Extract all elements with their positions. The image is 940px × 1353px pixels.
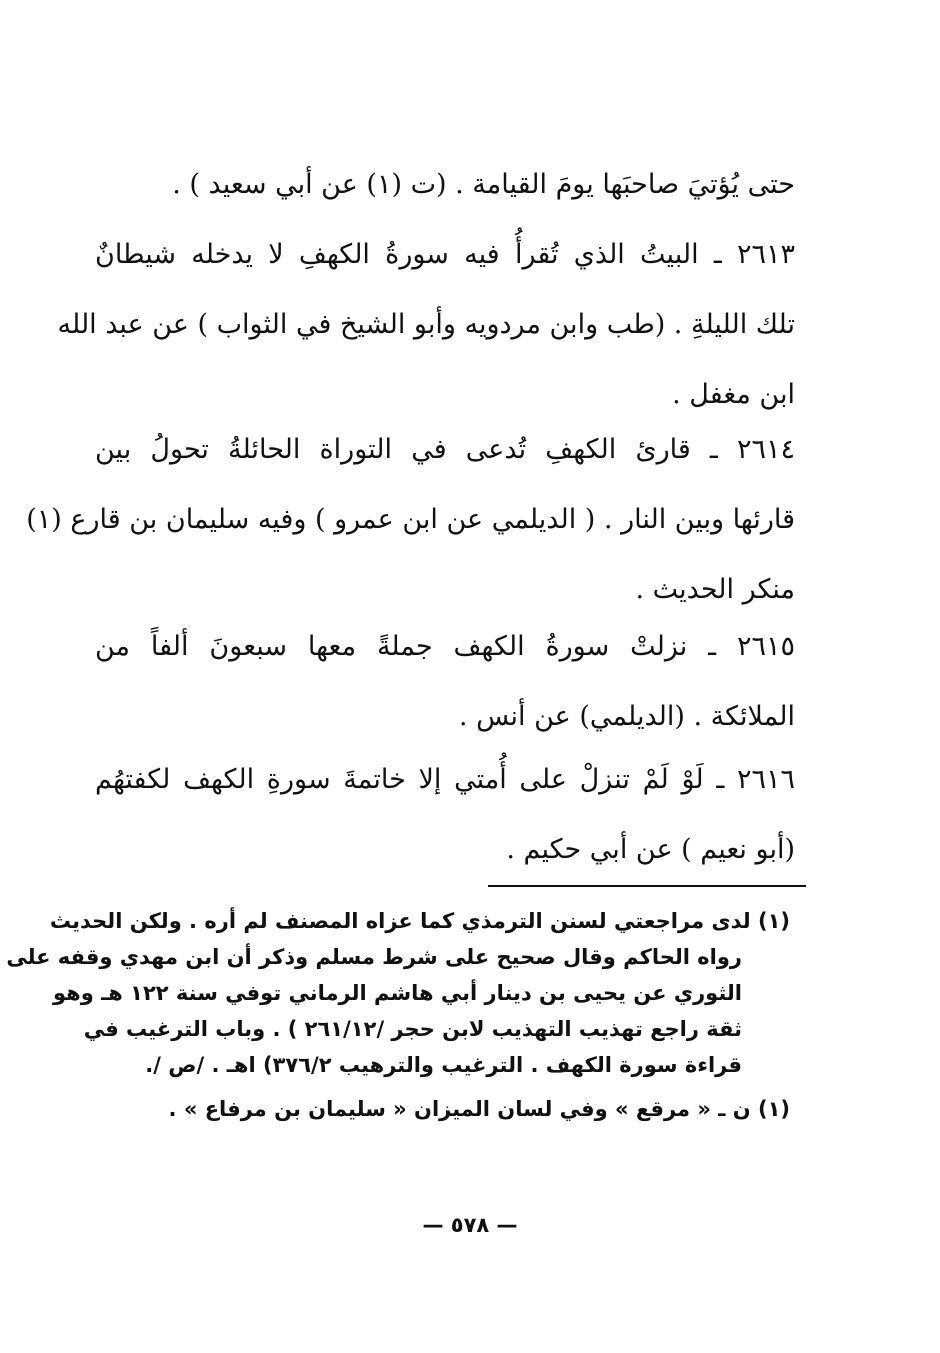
footnotes (6, 903, 790, 1127)
opening-line: حتى يُؤتيَ صاحبَها يومَ القيامة . (ت (١) عن أبي سعيد ) . (172, 169, 795, 200)
footnote-line: (١) لدى مراجعتي لسنن الترمذي كما عزاه المصنف لم أره . ولكن الحديث (49, 909, 790, 933)
footnote-line: قراءة سورة الكهف . الترغيب والترهيب ٣٧٦/٢) اهـ . /ص /. (145, 1053, 742, 1077)
footnote-line: (١) ن ـ « مرقع » وفي لسان الميزان « سليمان بن مرفاع » . (168, 1097, 790, 1121)
hadith-line: تلك الليلةِ . (طب وابن مردويه وأبو الشيخ في الثواب ) عن عبد الله (57, 309, 795, 340)
hadith-entry-2614 (26, 415, 796, 625)
footnote-separator (488, 885, 806, 887)
hadith-entry-2613 (57, 220, 795, 430)
hadith-line: ابن مغفل . (672, 379, 795, 410)
footnote-line: الثوري عن يحيى بن دينار أبي هاشم الرماني توفي سنة ١٢٢ هـ وهو (52, 981, 742, 1005)
footnote-line: ثقة راجع تهذيب التهذيب لابن حجر /٢٦١/١٢ ) . وباب الترغيب في (83, 1017, 742, 1041)
hadith-entry-2616 (95, 745, 795, 885)
footnote-line: رواه الحاكم وقال صحيح على شرط مسلم وذكر أن ابن مهدي وقفه على (6, 945, 742, 969)
hadith-line: ٢٦١٦ ـ لَوْ لَمْ تنزلْ على أُمتي إلا خاتمةَ سورةِ الكهف لكفتهُم (95, 764, 795, 795)
hadith-line: منكر الحديث . (635, 574, 795, 605)
hadith-line: ٢٦١٣ ـ البيتُ الذي تُقرأُ فيه سورةُ الكهفِ لا يدخله شيطانٌ (95, 239, 795, 270)
hadith-line: ٢٦١٥ ـ نزلتْ سورةُ الكهف جملةً معها سبعونَ ألفاً من (95, 631, 795, 662)
page-number: — ٥٧٨ — (422, 1213, 518, 1237)
hadith-entry-2615 (95, 612, 795, 752)
hadith-line: قارئها وبين النار . ( الديلمي عن ابن عمرو ) وفيه سليمان بن قارع (١) (26, 504, 795, 535)
hadith-line: ٢٦١٤ ـ قارئ الكهفِ تُدعى في التوراة الحائلةُ تحولُ بين (95, 434, 796, 465)
hadith-line: الملائكة . (الديلمي) عن أنس . (458, 701, 795, 732)
opening-line-container (95, 150, 795, 220)
hadith-line: (أبو نعيم ) عن أبي حكيم . (506, 834, 795, 865)
